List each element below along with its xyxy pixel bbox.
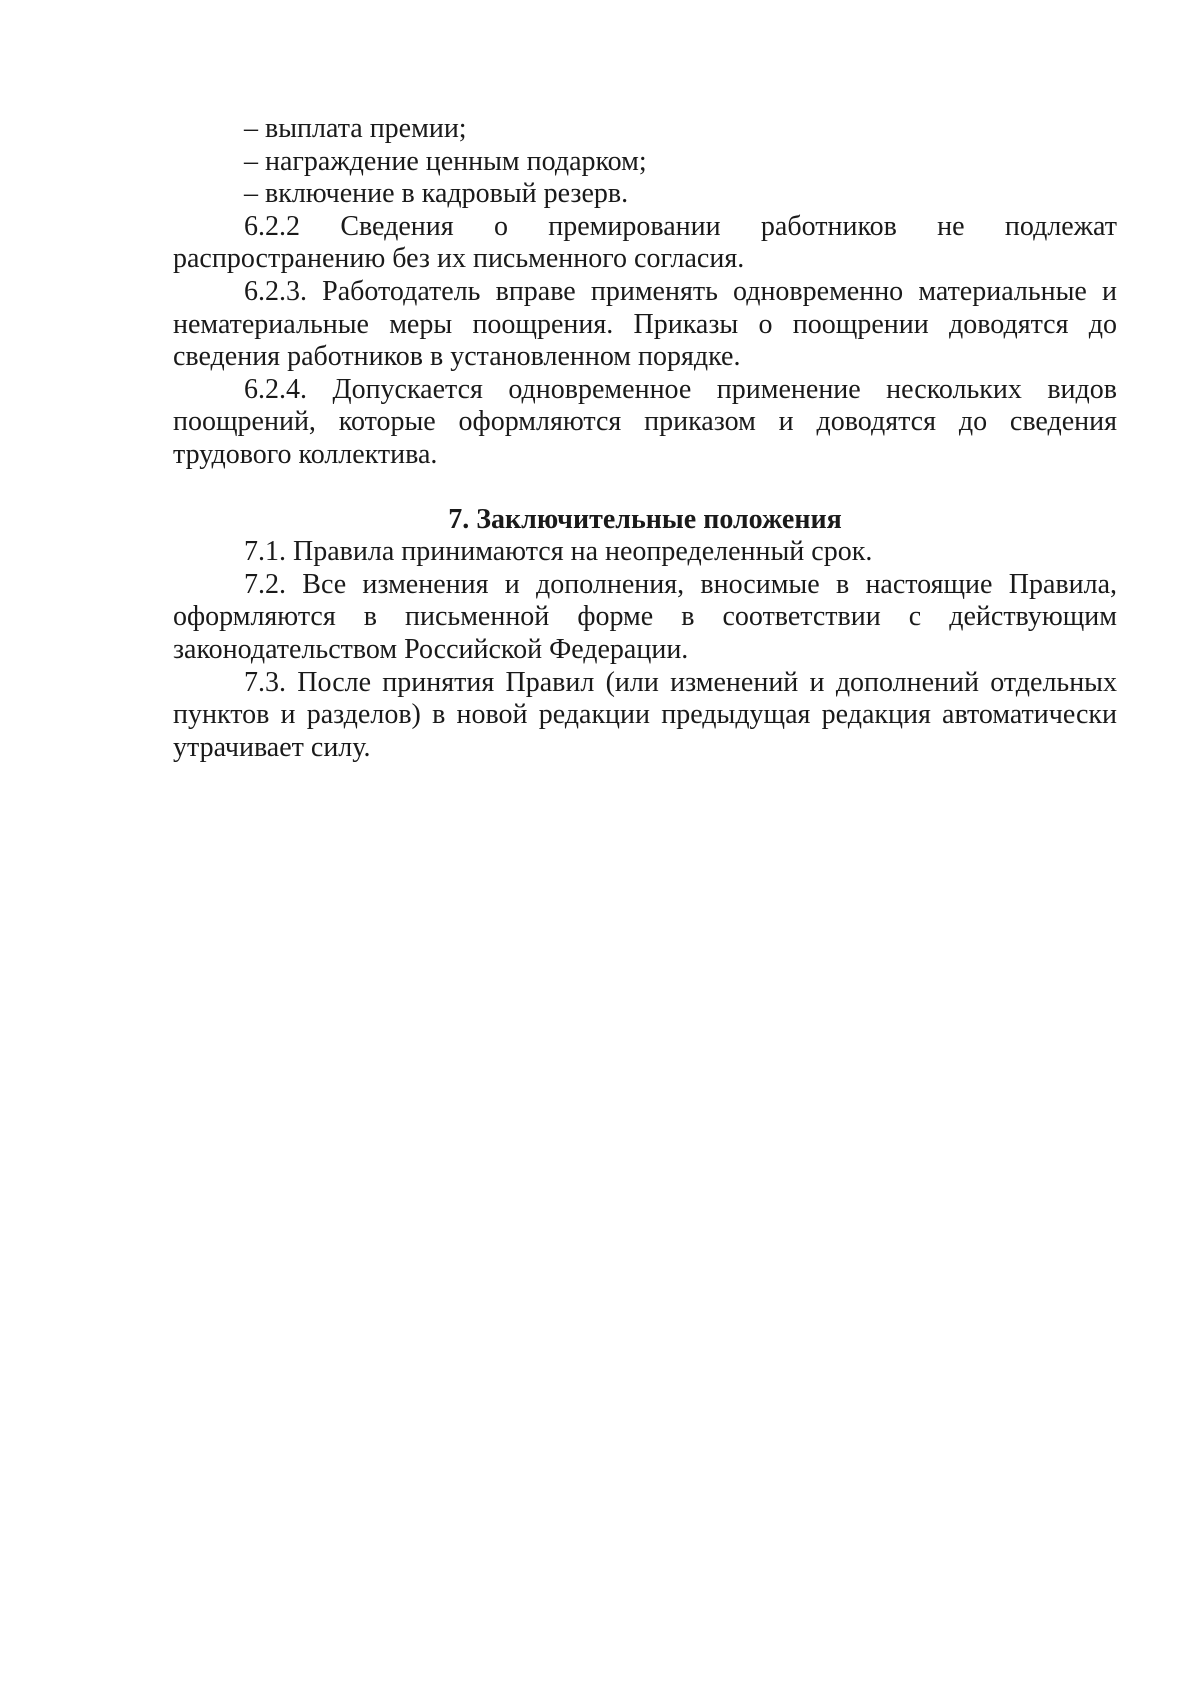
paragraph-7-1: 7.1. Правила принимаются на неопределенный срок. xyxy=(244,536,873,568)
paragraph-7-3: 7.3. После принятия Правил (или изменений и дополнений отдельных пунктов и разделов) в новой редакции предыдущая редакция автоматически утрачивает силу. xyxy=(173,666,1117,763)
paragraph-6-2-3: 6.2.3. Работодатель вправе применять одновременно материальные и нематериальные меры поощрения. Приказы о поощрении доводятся до сведения работников в установленном порядке. xyxy=(173,275,1117,373)
list-item-valuable-gift: – награждение ценным подарком; xyxy=(244,145,647,177)
list-item-bonus-payment: – выплата премии; xyxy=(244,113,467,144)
document-body xyxy=(173,113,1117,764)
section-7-heading: 7. Заключительные положения xyxy=(448,503,842,535)
list-item-personnel-reserve: – включение в кадровый резерв. xyxy=(244,178,629,210)
paragraph-6-2-2: 6.2.2 Сведения о премировании работников не подлежат распространению без их письменного согласия. xyxy=(173,210,1117,275)
paragraph-7-2: 7.2. Все изменения и дополнения, вносимые в настоящие Правила, оформляются в письменной форме в соответствии с действующим законодательством Российской Федерации. xyxy=(173,568,1117,665)
paragraph-6-2-4: 6.2.4. Допускается одновременное применение нескольких видов поощрений, которые оформляются приказом и доводятся до сведения трудового коллектива. xyxy=(173,373,1117,470)
